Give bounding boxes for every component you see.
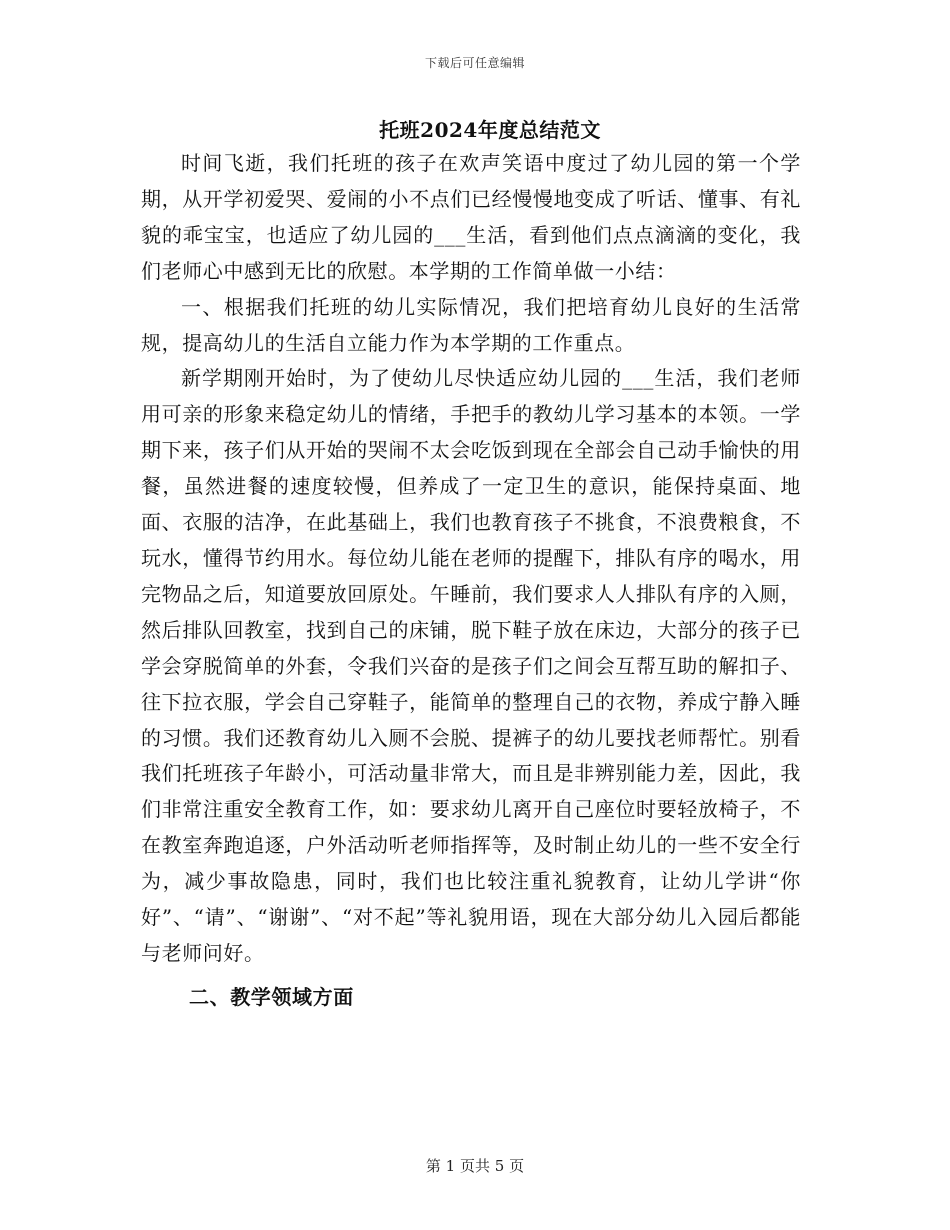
paragraph-daily-routine: 新学期刚开始时，为了使幼儿尽快适应幼儿园的___生活，我们老师用可亲的形象来稳定幼儿的情绪，手把手的教幼儿学习基本的本领。一学期下来，孩子们从开始的哭闹不太会吃饭到现在全部会自己动手愉快的用餐，虽然进餐的速度较慢，但养成了一定卫生的意识，能保持桌面、地面、衣服的洁净，在此基础上，我们也教育孩子不挑食，不浪费粮食，不玩水，懂得节约用水。每位幼儿能在老师的提醒下，排队有序的喝水，用完物品之后，知道要放回原处。午睡前，我们要求人人排队有序的入厕，然后排队回教室，找到自己的床铺，脱下鞋子放在床边，大部分的孩子已学会穿脱简单的外套，令我们兴奋的是孩子们之间会互帮互助的解扣子、往下拉衣服，学会自己穿鞋子，能简单的整理自己的衣物，养成宁静入睡的习惯。我们还教育幼儿入厕不会脱、提裤子的幼儿要找老师帮忙。别看我们托班孩子年龄小，可活动量非常大，而且是非辨别能力差，因此，我们非常注重安全教育工作，如：要求幼儿离开自己座位时要轻放椅子，不在教室奔跑追逐，户外活动听老师指挥等，及时制止幼儿的一些不安全行为，减少事故隐患，同时，我们也比较注重礼貌教育，让幼儿学讲“你好”、“请”、“谢谢”、“对不起”等礼貌用语，现在大部分幼儿入园后都能与老师问好。 xyxy=(141,366,801,965)
document-title: 托班2024年度总结范文 xyxy=(379,118,601,142)
page-number: 第 1 页共 5 页 xyxy=(425,1157,525,1175)
paragraph-intro: 时间飞逝，我们托班的孩子在欢声笑语中度过了幼儿园的第一个学期，从开学初爱哭、爱闹的小不点们已经慢慢地变成了听话、懂事、有礼貌的乖宝宝，也适应了幼儿园的___生活，看到他们点点滴滴的变化，我们老师心中感到无比的欣慰。本学期的工作简单做一小结： xyxy=(141,151,801,283)
section-heading-teaching: 二、教学领域方面 xyxy=(189,984,354,1009)
paragraph-section-one: 一、根据我们托班的幼儿实际情况，我们把培育幼儿良好的生活常规，提高幼儿的生活自立能力作为本学期的工作重点。 xyxy=(141,294,801,355)
header-note: 下载后可任意编辑 xyxy=(424,56,525,70)
document-body xyxy=(141,146,801,1016)
